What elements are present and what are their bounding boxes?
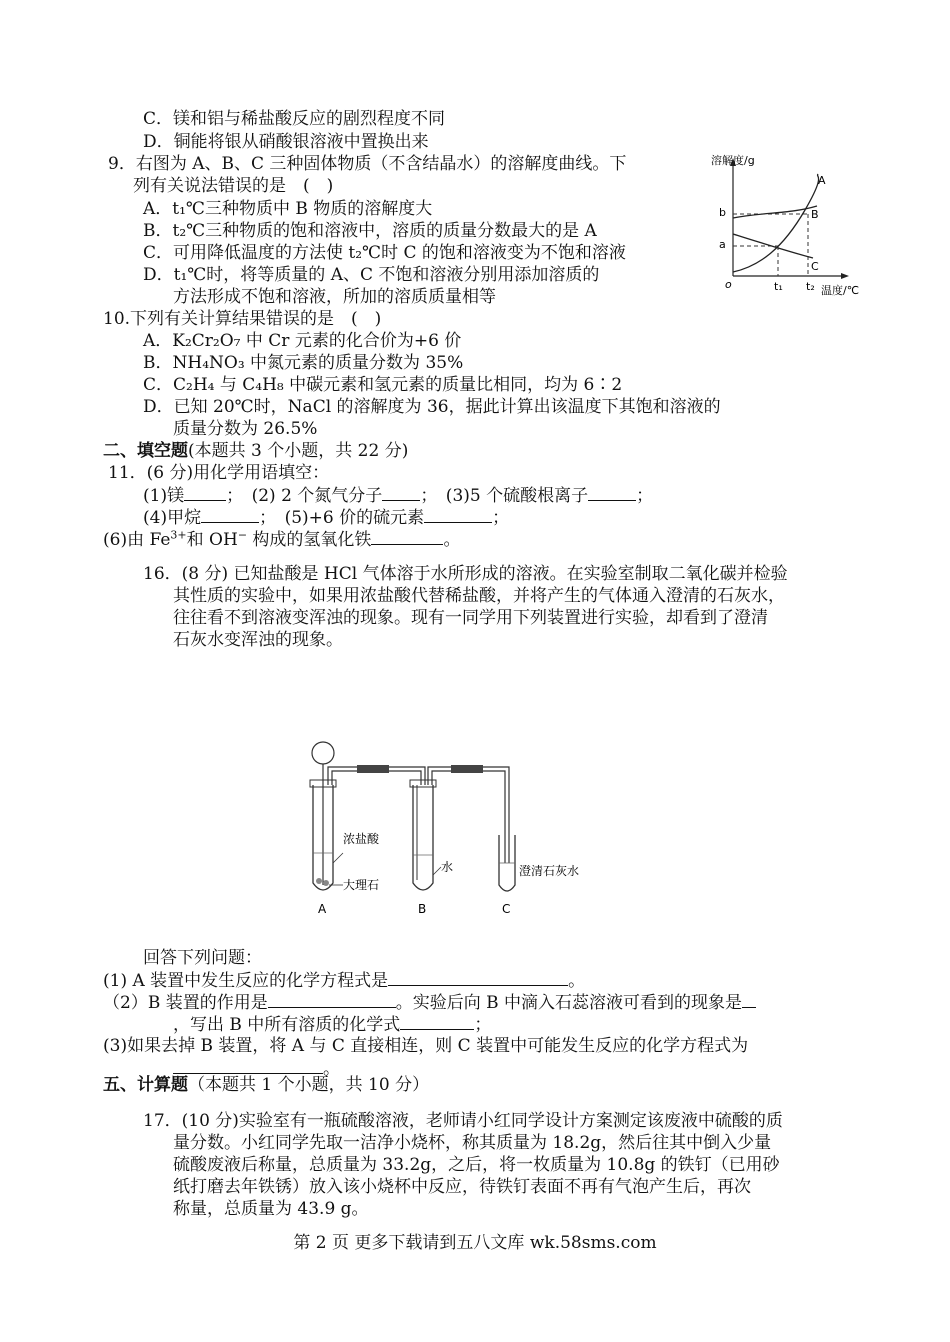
q16-answer-2-cont [173,1013,491,1036]
answer-blank[interactable] [173,1057,323,1074]
q9-option-a: A．t₁℃三种物质中 B 物质的溶解度大 [143,199,433,219]
q16-answer-2 [103,991,756,1014]
answer-blank[interactable] [268,991,396,1008]
q11-semicolon: ； [492,508,510,528]
label-water: 水 [441,860,454,874]
answer-blank[interactable] [184,484,226,501]
answer-blank[interactable] [400,1013,474,1030]
q11-part-6-oh: 和 OH [186,530,238,550]
q16-answer-3: (3)如果去掉 B 装置，将 A 与 C 直接相连，则 C 装置中可能发生反应的化学方程式为 [103,1036,749,1056]
q16-answer-2-text: （2）B 装置的作用是 [103,993,268,1013]
answer-blank[interactable] [382,484,420,501]
origin-label: o [725,278,732,291]
q10-option-a: A．K₂Cr₂O₇ 中 Cr 元素的化合价为+6 价 [143,331,462,351]
tick-t1: t₁ [774,280,783,293]
tube-b-c-pipe [428,767,509,863]
q9-option-b: B．t₂℃三种物质的饱和溶液中，溶质的质量分数最大的是 A [143,221,597,241]
q9-stem-line2: 列有关说法错误的是 ( ) [133,176,334,196]
y-axis-label: 溶解度/g [711,154,755,167]
tube-b [413,785,433,890]
apparatus-figure [295,735,615,920]
section-2-note: (本题共 3 个小题，共 22 分) [188,441,409,461]
q11-oh-charge: − [237,528,248,542]
q16-semicolon: ； [474,1015,492,1035]
curve-label-c: C [811,260,819,273]
x-axis-arrow [841,273,849,279]
tick-b: b [719,206,726,219]
page-footer: 第 2 页 更多下载请到五八文库 wk.58sms.com [293,1233,657,1253]
curve-c [733,234,813,258]
q10-option-d-line1: D．已知 20℃时，NaCl 的溶解度为 36，据此计算出该温度下其饱和溶液的 [143,397,721,417]
marble-chip [316,878,322,884]
q11-part-6: (6)由 Fe [103,530,171,550]
rubber-hose-2 [451,765,483,773]
q16-answer-1-text: (1) A 装置中发生反应的化学方程式是 [103,971,389,991]
q16-answer-1 [103,969,585,992]
curve-label-a: A [818,174,826,187]
answer-blank[interactable] [201,506,259,523]
q11-part-5: ； (5)+6 价的硫元素 [259,508,425,528]
marble-chip [323,880,329,886]
answer-blank[interactable] [588,484,636,501]
solubility-curve-figure [705,148,885,298]
q11-part-3: ； (3)5 个硫酸根离子 [420,486,589,506]
q11-part-4: (4)甲烷 [143,508,202,528]
answer-blank[interactable] [371,528,443,545]
q17-line2: 量分数。小红同学先取一洁净小烧杯，称其质量为 18.2g，然后往其中倒入少量 [173,1133,772,1153]
q9-stem-line1: 9．右图为 A、B、C 三种固体物质（不含结晶水）的溶解度曲线。下 [108,154,627,174]
q16-answer-prompt: 回答下列问题： [143,948,262,968]
q17-line3: 硫酸废液后称量，总质量为 33.2g，之后，将一枚质量为 10.8g 的铁钉（已用砂 [173,1155,780,1175]
q11-period: 。 [443,530,461,550]
label-marble: 大理石 [343,878,380,892]
q11-part-6-end: 构成的氢氧化铁 [247,530,372,550]
q16-answer-2-tail: ，写出 B 中所有溶质的化学式 [173,1015,401,1035]
q11-semicolon: ； [636,486,654,506]
q16-line4: 石灰水变浑浊的现象。 [173,630,343,650]
tick-t2: t₂ [806,280,815,293]
tube-b-c-pipe-inner [432,771,505,863]
section-5-title: 五、计算题 [103,1075,188,1095]
q11-part-2: ； (2) 2 个氮气分子 [226,486,383,506]
q16-line2: 其性质的实验中，如果用浓盐酸代替稀盐酸，并将产生的气体通入澄清的石灰水， [173,586,785,606]
q16-line3: 往往看不到溶液变浑浊的现象。现有一同学用下列装置进行实验，却看到了澄清 [173,608,768,628]
q9-option-c: C．可用降低温度的方法使 t₂℃时 C 的饱和溶液变为不饱和溶液 [143,243,626,263]
section-2-heading [103,440,408,462]
section-2-title: 二、填空题 [103,441,188,461]
q10-option-d-line2: 质量分数为 26.5% [173,419,318,439]
pointer-water [433,867,441,875]
label-c: C [502,902,511,916]
q8-option-c: C．镁和铝与稀盐酸反应的剧烈程度不同 [143,109,446,129]
label-conc-hcl: 浓盐酸 [343,832,380,846]
label-a: A [318,902,327,916]
q10-option-c: C．C₂H₄ 与 C₄H₈ 中碳元素和氢元素的质量比相同，均为 6∶2 [143,375,623,395]
tick-a: a [719,238,726,251]
q9-option-d-line1: D．t₁℃时，将等质量的 A、C 不饱和溶液分别用添加溶质的 [143,265,600,285]
section-5-note: （本题共 1 个小题，共 10 分） [188,1075,430,1095]
q16-period: 。 [323,1059,340,1079]
q11-stem: 11．(6 分)用化学用语填空： [108,463,330,483]
tube-a-b-pipe-inner [332,771,421,785]
curve-a [733,174,819,272]
label-limewater: 澄清石灰水 [519,864,580,878]
rubber-hose-1 [357,765,389,773]
q9-option-d-line2: 方法形成不饱和溶液，所加的溶质质量相等 [173,287,496,307]
section-5-heading [103,1074,429,1096]
q11-line-2 [143,506,509,529]
q17-line5: 称量，总质量为 43.9 g。 [173,1199,369,1219]
x-axis-label: 温度/℃ [821,284,860,297]
q11-line-1 [143,484,653,507]
q11-line-3 [103,528,460,551]
funnel-bulb [312,742,334,764]
pointer-acid [333,853,343,863]
q8-option-d: D．铜能将银从硝酸银溶液中置换出来 [143,132,429,152]
q11-part-1: (1)镁 [143,486,185,506]
curve-label-b: B [811,208,819,221]
q16-answer-2-mid: 。实验后向 B 中滴入石蕊溶液可看到的现象是 [395,993,743,1013]
answer-blank[interactable] [742,991,756,1008]
q17-line4: 纸打磨去年铁锈）放入该小烧杯中反应，待铁钉表面不再有气泡产生后，再次 [173,1177,751,1197]
q16-line1: 16．(8 分) 已知盐酸是 HCl 气体溶于水所形成的溶液。在实验室制取二氧化碳并检验 [143,564,788,584]
q17-line1: 17．(10 分)实验室有一瓶硫酸溶液，老师请小红同学设计方案测定该废液中硫酸的质 [143,1111,783,1131]
answer-blank[interactable] [424,506,492,523]
answer-blank[interactable] [388,969,568,986]
label-b: B [418,902,427,916]
q10-option-b: B．NH₄NO₃ 中氮元素的质量分数为 35% [143,353,464,373]
q16-period: 。 [568,971,586,991]
q11-fe-charge: 3+ [170,528,187,542]
q10-stem: 10.下列有关计算结果错误的是 ( ) [103,309,382,329]
